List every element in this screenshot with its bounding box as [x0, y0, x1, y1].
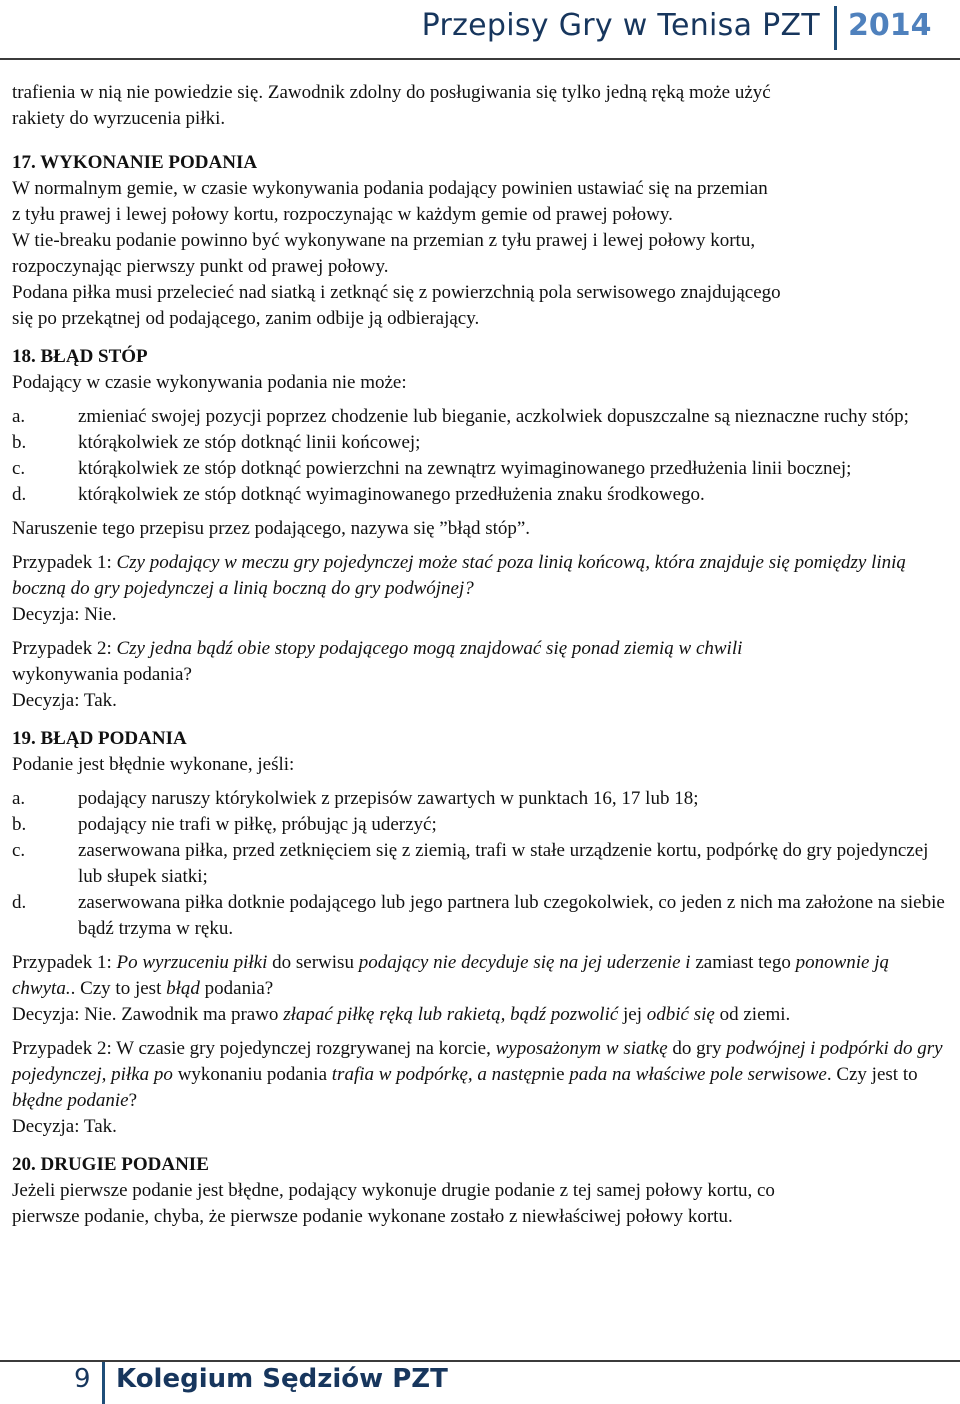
page-content	[12, 80, 948, 1230]
s18-case-2-q2: wykonywania podania?	[12, 664, 192, 685]
list-item: a. zmieniać swojej pozycji poprzez chodzenie lub bieganie, aczkolwiek dopuszczalne są nieznaczne ruchy stóp;	[12, 406, 909, 427]
list-item: a. podający naruszy którykolwiek z przepisów zawartych w punktach 16, 17 lub 18;	[12, 788, 699, 809]
s20-p1: Jeżeli pierwsze podanie jest błędne, podający wykonuje drugie podanie z tej samej połowy kortu, co	[12, 1180, 775, 1201]
header-title: Przepisy Gry w Tenisa PZT	[421, 8, 820, 43]
s17-p5: Podana piłka musi przelecieć nad siatką i zetknąć się z powierzchnią pola serwisowego znajdującego	[12, 282, 781, 303]
s18-case-1-decision: Decyzja: Nie.	[12, 604, 117, 625]
s19-lead: Podanie jest błędnie wykonane, jeśli:	[12, 754, 295, 775]
footer-rule	[0, 1360, 960, 1362]
s18-note: Naruszenie tego przepisu przez podającego, nazywa się ”błąd stóp”.	[12, 518, 531, 539]
section-19-title: 19. BŁĄD PODANIA	[12, 728, 187, 749]
header-year: 2014	[848, 8, 932, 43]
intro-line-2: rakiety do wyrzucenia piłki.	[12, 108, 226, 129]
s19-case-1-decision: Decyzja: Nie. Zawodnik ma prawo złapać piłkę ręką lub rakietą, bądź pozwolić jej odbić się od ziemi.	[12, 1004, 791, 1025]
header-separator	[834, 6, 837, 50]
s20-p2: pierwsze podanie, chyba, że pierwsze podanie wykonane zostało z niewłaściwej połowy kortu.	[12, 1206, 733, 1227]
header-rule	[0, 58, 960, 60]
s18-case-2: Przypadek 2: Czy jedna bądź obie stopy podającego mogą znajdować się ponad ziemią w chwili	[12, 638, 743, 659]
footer-separator	[102, 1362, 105, 1404]
list-item: b. którąkolwiek ze stóp dotknąć linii końcowej;	[12, 432, 421, 453]
page-header	[0, 0, 960, 62]
s18-lead: Podający w czasie wykonywania podania nie może:	[12, 372, 407, 393]
section-18-title: 18. BŁĄD STÓP	[12, 346, 148, 367]
s18-case-2-decision: Decyzja: Tak.	[12, 690, 117, 711]
s18-list	[12, 404, 948, 508]
s17-p1: W normalnym gemie, w czasie wykonywania podania podający powinien ustawiać się na przemian	[12, 178, 768, 199]
footer-text: Kolegium Sędziów PZT	[116, 1364, 448, 1394]
list-item: b. podający nie trafi w piłkę, próbując ją uderzyć;	[12, 814, 437, 835]
s17-p2: z tyłu prawej i lewej połowy kortu, rozpoczynając w każdym gemie od prawej połowy.	[12, 204, 673, 225]
s17-p3: W tie-breaku podanie powinno być wykonywane na przemian z tyłu prawej i lewej połowy kortu,	[12, 230, 756, 251]
page-number: 9	[74, 1364, 91, 1394]
list-item: c. którąkolwiek ze stóp dotknąć powierzchni na zewnątrz wyimaginowanego przedłużenia linii bocznej;	[12, 458, 852, 479]
s19-list	[12, 786, 948, 942]
section-17-title: 17. WYKONANIE PODANIA	[12, 152, 258, 173]
s19-case-2-decision: Decyzja: Tak.	[12, 1116, 117, 1137]
s19-case-2: Przypadek 2: W czasie gry pojedynczej rozgrywanej na korcie, wyposażonym w siatkę do gry podwójnej i podpórki do gry pojedynczej, piłka po wykonaniu podania trafia w podpórkę, a następnie pada na właściwe pole serwisowe. Czy jest to błędne podanie?	[12, 1038, 943, 1111]
list-item: d. którąkolwiek ze stóp dotknąć wyimaginowanego przedłużenia znaku środkowego.	[12, 484, 705, 505]
s19-case-1: Przypadek 1: Po wyrzuceniu piłki do serwisu podający nie decyduje się na jej uderzenie i zamiast tego ponownie ją chwyta.. Czy to jest błąd podania?	[12, 952, 890, 999]
s18-case-1: Przypadek 1: Czy podający w meczu gry pojedynczej może stać poza linią końcową, która znajduje się pomiędzy linią boczną do gry pojedynczej a linią boczną do gry podwójnej?	[12, 552, 906, 599]
s17-p4: rozpoczynając pierwszy punkt od prawej połowy.	[12, 256, 389, 277]
intro-line-1: trafienia w nią nie powiedzie się. Zawodnik zdolny do posługiwania się tylko jedną ręką może użyć	[12, 82, 771, 103]
s17-p6: się po przekątnej od podającego, zanim odbije ją odbierający.	[12, 308, 480, 329]
list-item: d. zaserwowana piłka dotknie podającego lub jego partnera lub czegokolwiek, co jeden z nich ma założone na siebie bądź trzyma w ręku.	[12, 892, 945, 939]
section-20-title: 20. DRUGIE PODANIE	[12, 1154, 209, 1175]
list-item: c. zaserwowana piłka, przed zetknięciem się z ziemią, trafi w stałe urządzenie kortu, podpórkę do gry pojedynczej lub słupek siatki;	[12, 840, 929, 887]
